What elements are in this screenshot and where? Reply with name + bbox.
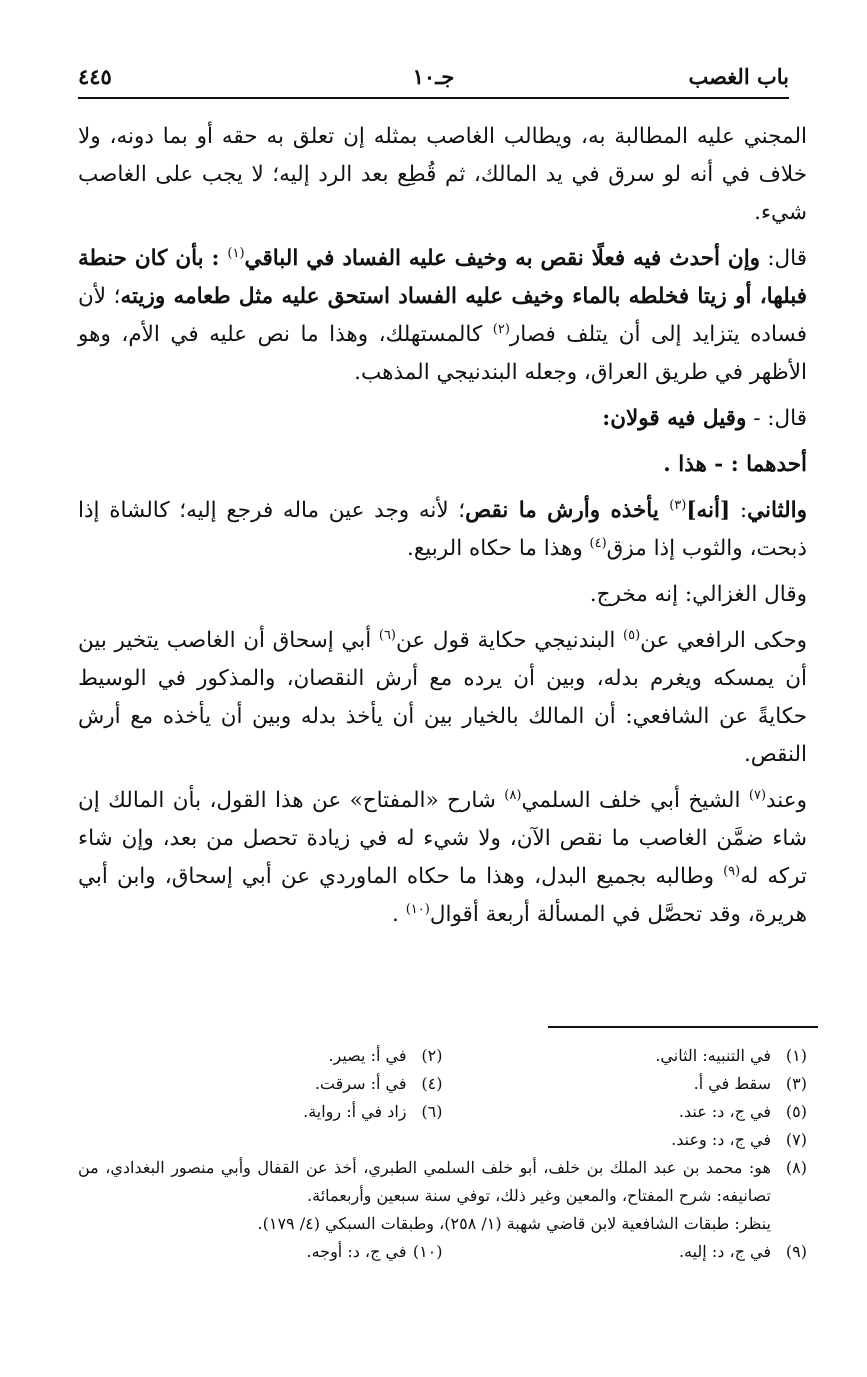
- footnote-6: [78, 1098, 443, 1126]
- footnote-body: [78, 1154, 771, 1238]
- paragraph-2: [78, 240, 807, 392]
- paragraph-3: [78, 400, 807, 438]
- footnote-ref-6: (٦): [378, 627, 396, 643]
- paragraph-6: وقال الغزالي: إنه مخرج.: [589, 582, 807, 607]
- matn-text: : بأن كان حنطة فبلها، أو زيتا فخلطه بالماء وخيف عليه الفساد استحق عليه مثل طعامه وزيته: [78, 246, 807, 309]
- chapter-title: باب الغصب: [688, 64, 789, 89]
- matn-text: والثاني: [747, 498, 807, 523]
- footnote-number: (١٠): [412, 1242, 443, 1261]
- footnote-number: (٥): [785, 1102, 807, 1121]
- header-divider: [78, 97, 789, 99]
- footnote-ref-8: (٨): [504, 787, 522, 803]
- text-run: قال: -: [746, 406, 807, 431]
- footnote-text: في ج، د: عند.: [678, 1102, 771, 1121]
- footnote-ref-3: (٣): [669, 497, 687, 513]
- footnotes: [78, 1042, 807, 1266]
- footnote-ref-4: (٤): [589, 535, 607, 551]
- footnote-text: في ج، د: أوجه.: [306, 1242, 407, 1261]
- footnote-number: (١): [785, 1046, 807, 1065]
- footnote-5: [443, 1098, 808, 1126]
- footnote-3: [443, 1070, 808, 1098]
- footnote-ref-2: (٢): [492, 321, 510, 337]
- footnote-number: (٤): [421, 1074, 443, 1093]
- footnote-ref-1: (١): [227, 245, 245, 261]
- footnote-reference: ينظر: طبقات الشافعية لابن قاضي شهبة (١/ ٢٥٨)، وطبقات السبكي (٤/ ١٧٩).: [257, 1214, 771, 1233]
- footnote-text: في أ: يصير.: [328, 1046, 407, 1065]
- footnote-text: في التنبيه: الثاني.: [655, 1046, 771, 1065]
- paragraph-1: المجني عليه المطالبة به، ويطالب الغاصب بمثله إن تعلق به حقه أو بما دونه، ولا خلاف في أنه لو سرق في يد المالك، ثم قُطِع بعد الرد إليه؛ لا يجب على الغاصب شيء.: [78, 124, 807, 225]
- text-run: وطالبه بجميع البدل، وهذا ما حكاه الماوردي عن أبي إسحاق، وابن أبي هريرة، وقد تحصَّل في المسألة أربعة أقوال: [78, 864, 807, 927]
- text-run: كالمستهلك، وهذا ما نص عليه في الأم، وهو الأظهر في طريق العراق، وجعله البندنيجي المذهب.: [78, 322, 807, 385]
- text-run: أبي إسحاق أن الغاصب يتخير بين أن يمسكه ويغرم بدله، وبين أن يرده مع أرش النقصان، والمذكور في الوسيط حكايةً عن الشافعي: أن المالك بالخيار بين أن يأخذ بدله وبين أن يأخذه مع أرش النقص.: [78, 628, 807, 767]
- running-header: [78, 60, 789, 96]
- footnote-8: [78, 1154, 807, 1238]
- text-run: البندنيجي حكاية قول عن: [396, 628, 623, 653]
- paragraph-5: [78, 492, 807, 568]
- footnote-number: (٢): [421, 1046, 443, 1065]
- footnote-text: في ج، د: إليه.: [678, 1242, 771, 1261]
- footnote-10: [78, 1238, 443, 1266]
- footnote-2: [78, 1042, 443, 1070]
- text-run: ؛ لأن فساده يتزايد إلى أن يتلف فصار: [78, 284, 807, 347]
- text-run: الشيخ أبي خلف السلمي: [521, 788, 749, 813]
- footnote-text: في ج، د: وعند.: [671, 1130, 771, 1149]
- footnote-row: [78, 1098, 807, 1126]
- footnote-ref-9: (٩): [723, 863, 741, 879]
- footnote-row: [78, 1238, 807, 1266]
- footnote-ref-7: (٧): [748, 787, 767, 803]
- matn-text: وقيل فيه قولان:: [602, 406, 747, 431]
- text-run: :: [730, 498, 748, 523]
- footnote-ref-10: (١٠): [405, 901, 430, 917]
- text-run: ؛ لأنه وجد عين ماله فرجع إليه؛ كالشاة إذا ذبحت، والثوب إذا مزق: [78, 498, 807, 561]
- text-run: وهذا ما حكاه الربيع.: [407, 536, 590, 561]
- matn-text: وإن أحدث فيه فعلًا نقص به وخيف عليه الفساد في الباقي: [244, 246, 761, 271]
- footnote-number: (٣): [785, 1074, 807, 1093]
- footnote-number: (٩): [785, 1242, 807, 1261]
- matn-text: [أنه]: [686, 498, 731, 523]
- footnote-7: [443, 1126, 808, 1154]
- text-run: شارح «المفتاح» عن هذا القول، بأن المالك إن شاء ضمَّن الغاصب ما نقص الآن، ولا شيء له في زيادة تحصل من بعد، وإن شاء تركه له: [78, 788, 808, 889]
- footnote-row: [78, 1042, 807, 1070]
- paragraph-7: [78, 622, 807, 774]
- text-run: وعند: [766, 788, 807, 813]
- paragraph-4: أحدهما : - هذا .: [663, 452, 807, 477]
- text-run: .: [392, 902, 406, 927]
- footnote-row: [78, 1126, 807, 1154]
- footnote-row: [78, 1070, 807, 1098]
- footnote-number: (٨): [785, 1158, 807, 1177]
- footnote-number: (٧): [785, 1130, 807, 1149]
- footnote-number: (٦): [421, 1102, 443, 1121]
- footnote-1: [443, 1042, 808, 1070]
- footnote-4: [78, 1070, 443, 1098]
- footnote-text: هو: محمد بن عبد الملك بن خلف، أبو خلف السلمي الطبري، أخذ عن القفال وأبي منصور البغدادي، من تصانيفه: شرح المفتاح، والمعين وغير ذلك، توفي سنة سبعين وأربعمائة.: [78, 1158, 771, 1205]
- volume-label: جـ١٠: [412, 64, 455, 89]
- text-run: وحكى الرافعي عن: [640, 628, 807, 653]
- main-text: [78, 118, 807, 942]
- paragraph-8: [78, 782, 807, 934]
- footnote-text: زاد في أ: رواية.: [303, 1102, 407, 1121]
- footnote-text: سقط في أ.: [693, 1074, 771, 1093]
- page-number: ٤٤٥: [78, 64, 112, 89]
- footnote-text: في أ: سرقت.: [314, 1074, 407, 1093]
- matn-text: يأخذه وأرش ما نقص: [465, 498, 670, 523]
- footnote-9: [443, 1238, 808, 1266]
- text-run: قال:: [760, 246, 808, 271]
- footnote-divider: [548, 1026, 818, 1028]
- footnote-ref-5: (٥): [623, 627, 641, 643]
